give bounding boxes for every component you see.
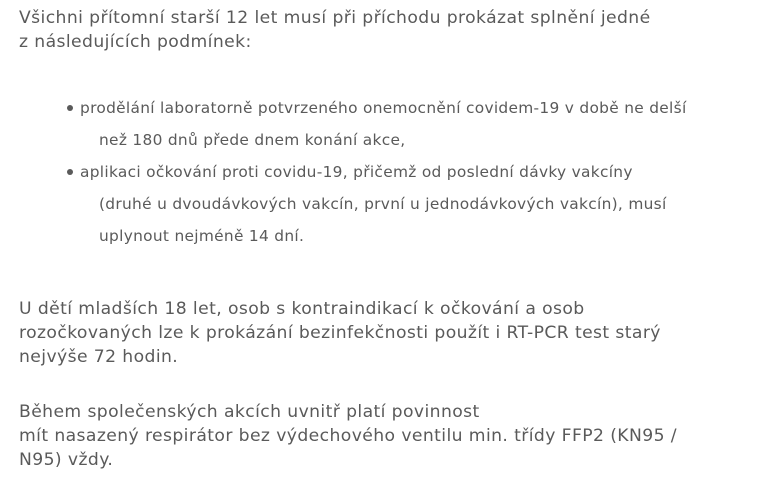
children-exception-paragraph <box>19 297 661 369</box>
paragraph-line: mít nasazený respirátor bez výdechového ventilu min. třídy FFP2 (KN95 / <box>19 426 677 446</box>
intro-line: z následujících podmínek: <box>19 32 252 52</box>
conditions-list <box>66 92 687 252</box>
paragraph-line: rozočkovaných lze k prokázání bezinfekčnosti použít i RT-PCR test starý <box>19 323 661 343</box>
intro-line: Všichni přítomní starší 12 let musí při příchodu prokázat splnění jedné <box>19 8 651 28</box>
list-item-line: prodělání laboratorně potvrzeného onemocnění covidem-19 v době ne delší <box>80 99 687 117</box>
bullet-icon <box>67 169 73 175</box>
paragraph-line: U dětí mladších 18 let, osob s kontraindikací k očkování a osob <box>19 299 585 319</box>
intro-paragraph <box>19 6 651 54</box>
list-item-line: (druhé u dvoudávkových vakcín, první u jednodávkových vakcín), musí <box>99 195 667 213</box>
list-item <box>66 156 687 252</box>
list-item <box>66 92 687 156</box>
bullet-icon <box>67 105 73 111</box>
list-item-line: uplynout nejméně 14 dní. <box>99 227 305 245</box>
paragraph-line: Během společenských akcích uvnitř platí povinnost <box>19 402 480 422</box>
list-item-line: aplikaci očkování proti covidu-19, přičemž od poslední dávky vakcíny <box>80 163 633 181</box>
list-item-line: než 180 dnů přede dnem konání akce, <box>99 131 406 149</box>
paragraph-line: nejvýše 72 hodin. <box>19 347 179 367</box>
paragraph-line: N95) vždy. <box>19 450 114 470</box>
respirator-paragraph <box>19 400 677 472</box>
